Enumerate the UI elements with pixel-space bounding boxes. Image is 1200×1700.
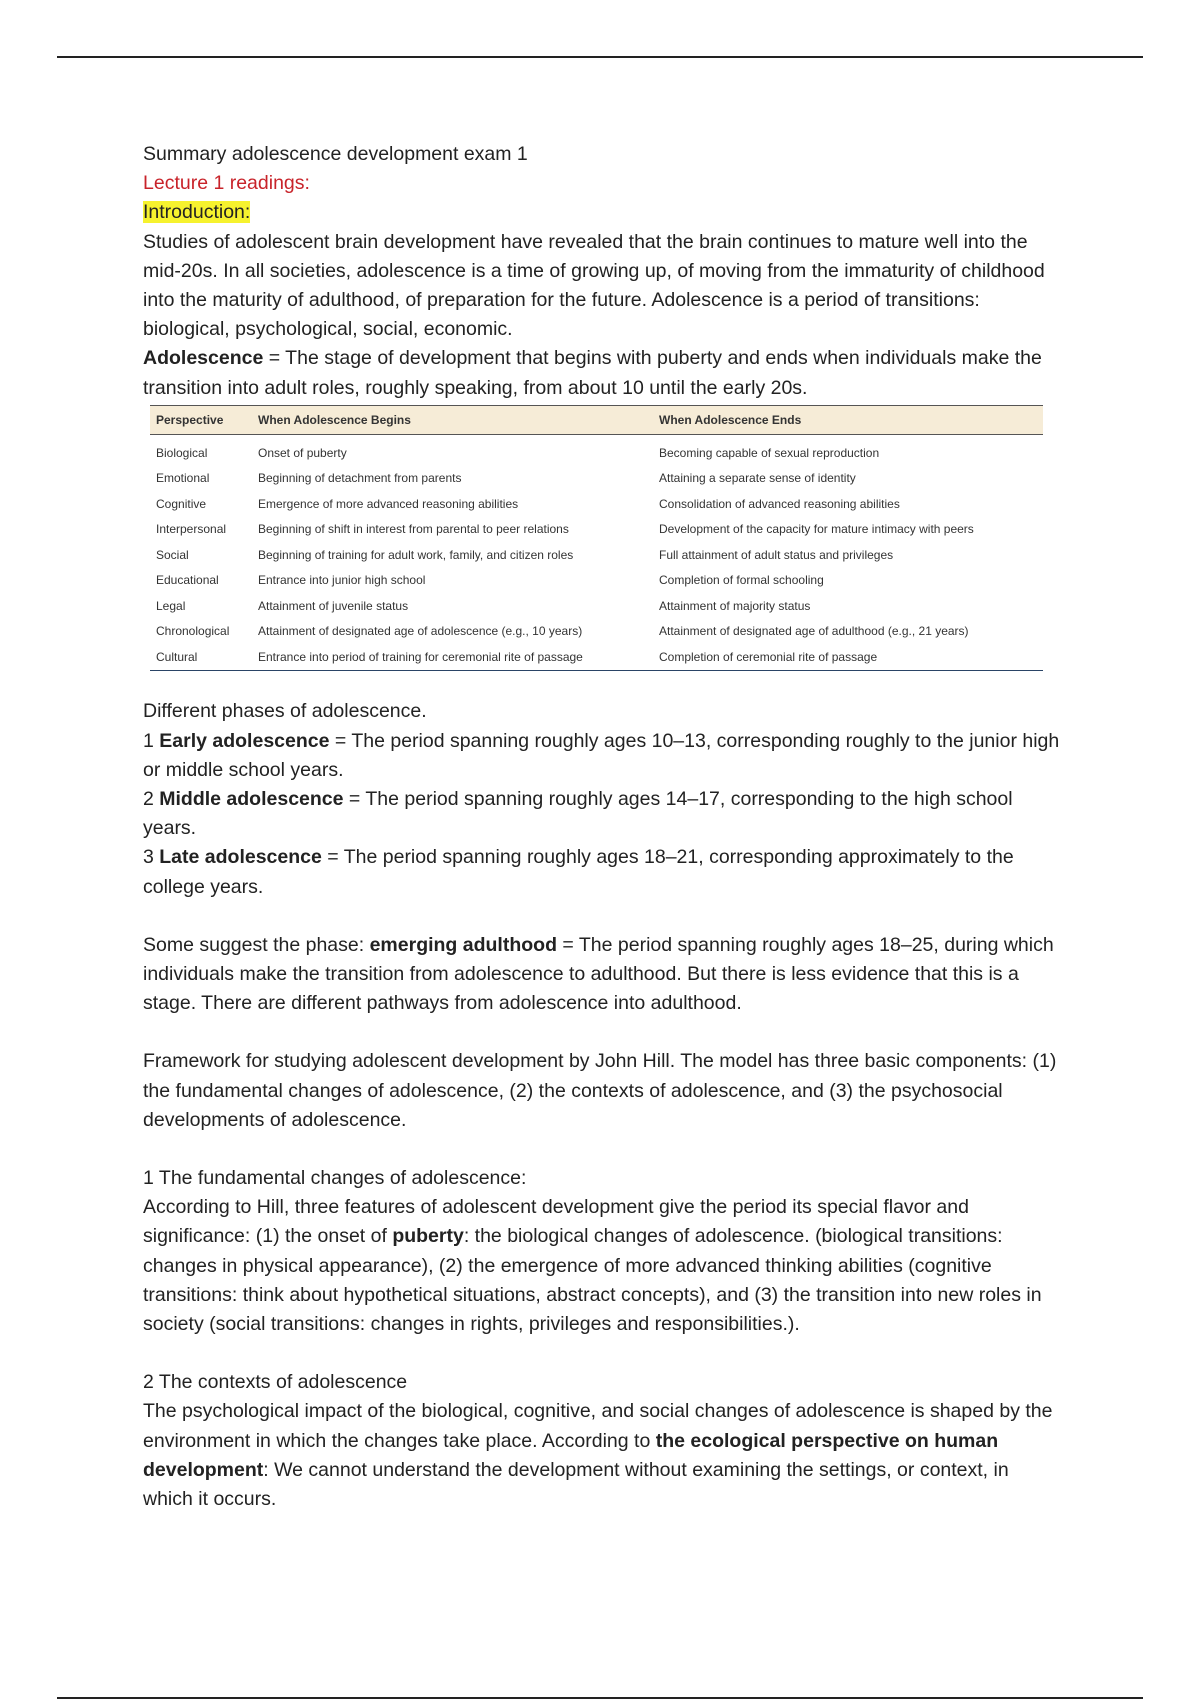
contexts-paragraph xyxy=(143,1397,1063,1514)
emerging-term: emerging adulthood xyxy=(369,933,557,956)
cell-ends: Attainment of majority status xyxy=(659,598,811,613)
cell-begins: Attainment of juvenile status xyxy=(258,598,409,613)
cell-ends: Attaining a separate sense of identity xyxy=(659,471,856,486)
adolescence-def: = The stage of development that begins with puberty and ends when individuals make the transition into adult roles, roughly speaking, from about 10 until the early 20s. xyxy=(143,347,1042,399)
phase-late-term: Late adolescence xyxy=(159,846,322,869)
document-body xyxy=(143,140,1063,1514)
table-row xyxy=(150,568,1043,594)
phase-early-num: 1 xyxy=(143,729,160,752)
cell-perspective: Biological xyxy=(156,445,208,460)
table-header-perspective: Perspective xyxy=(150,405,252,434)
cell-begins: Beginning of training for adult work, family, and citizen roles xyxy=(258,547,574,562)
fund-pre: According to Hill, three features of adolescent development give the period its special flavor and significance: (1) the onset of xyxy=(143,1196,969,1248)
table-row xyxy=(150,619,1043,645)
cell-ends: Completion of ceremonial rite of passage xyxy=(653,645,1043,671)
phase-middle-term: Middle adolescence xyxy=(159,787,344,810)
cell-ends: Development of the capacity for mature intimacy with peers xyxy=(659,522,974,537)
contexts-heading: 2 The contexts of adolescence xyxy=(143,1371,408,1394)
spacer xyxy=(143,1018,1063,1047)
fundamental-paragraph xyxy=(143,1193,1063,1339)
fund-term: puberty xyxy=(392,1225,464,1248)
phase-late xyxy=(143,843,1063,901)
cell-perspective: Chronological xyxy=(156,624,230,639)
intro-paragraph: Studies of adolescent brain development have revealed that the brain continues to mature well into the mid-20s. In all societies, adolescence is a time of growing up, of moving from the immaturity of childhood into the maturity of adulthood, of preparation for the future. Adolescence is a period of transitions: biological, psychological, social, economic. xyxy=(143,230,1045,341)
adolescence-perspectives-table xyxy=(150,405,1043,672)
cell-perspective: Cognitive xyxy=(156,496,207,511)
fundamental-heading: 1 The fundamental changes of adolescence: xyxy=(143,1166,527,1189)
intro-heading-line xyxy=(143,198,1063,227)
spacer xyxy=(143,1339,1063,1368)
table-row xyxy=(150,517,1043,543)
phase-late-num: 3 xyxy=(143,846,160,869)
cell-ends: Consolidation of advanced reasoning abilities xyxy=(659,496,900,511)
phase-early xyxy=(143,727,1063,785)
cell-perspective: Educational xyxy=(156,573,219,588)
contexts-post: : We cannot understand the development without examining the settings, or context, in which it occurs. xyxy=(143,1458,1009,1510)
cell-perspective: Emotional xyxy=(156,471,210,486)
adolescence-definition xyxy=(143,344,1063,402)
cell-begins: Beginning of shift in interest from parental to peer relations xyxy=(258,522,569,537)
table-header-begins: When Adolescence Begins xyxy=(252,405,653,434)
table-header-ends: When Adolescence Ends xyxy=(653,405,1043,434)
cell-ends: Becoming capable of sexual reproduction xyxy=(659,445,880,460)
cell-ends: Attainment of designated age of adulthood (e.g., 21 years) xyxy=(659,624,969,639)
contexts-term: the ecological perspective on human development xyxy=(143,1429,999,1481)
document-title: Summary adolescence development exam 1 xyxy=(143,143,528,165)
contexts-pre: The psychological impact of the biological, cognitive, and social changes of adolescence is shaped by the environment in which the changes take place. According to xyxy=(143,1400,1053,1452)
table-row xyxy=(150,492,1043,518)
fund-post: : the biological changes of adolescence. (biological transitions: changes in physical appearance), (2) the emergence of more advanced thinking abilities (cognitive transitions: think about hypothetical situations, abstract concepts), and (3) the transition into new roles in society (social transitions: changes in rights, privileges and responsibilities.). xyxy=(143,1225,1042,1335)
table-row xyxy=(150,434,1043,466)
cell-begins: Entrance into junior high school xyxy=(258,573,426,588)
phase-middle-num: 2 xyxy=(143,787,160,810)
emerging-def: = The period spanning roughly ages 18–25, during which individuals make the transition from adolescence to adulthood. But there is less evidence that this is a stage. There are different pathways from adolescence into adulthood. xyxy=(143,933,1054,1015)
table-row xyxy=(150,645,1043,671)
footer-rule xyxy=(57,1697,1143,1699)
cell-begins: Attainment of designated age of adolescence (e.g., 10 years) xyxy=(258,624,583,639)
cell-ends: Full attainment of adult status and privileges xyxy=(659,547,894,562)
lecture-heading: Lecture 1 readings: xyxy=(143,172,310,195)
emerging-pre: Some suggest the phase: xyxy=(143,933,370,956)
framework-paragraph: Framework for studying adolescent development by John Hill. The model has three basic components: (1) the fundamental changes of adolescence, (2) the contexts of adolescence, and (3) the psychosocial developments of adolescence. xyxy=(143,1050,1057,1131)
phases-intro: Different phases of adolescence. xyxy=(143,700,427,723)
cell-begins: Entrance into period of training for ceremonial rite of passage xyxy=(252,645,653,671)
table-body xyxy=(150,434,1043,671)
intro-heading: Introduction: xyxy=(143,201,251,224)
cell-perspective: Interpersonal xyxy=(156,522,227,537)
cell-perspective: Social xyxy=(156,547,189,562)
phase-early-term: Early adolescence xyxy=(159,729,330,752)
spacer xyxy=(143,1135,1063,1164)
emerging-adulthood-paragraph xyxy=(143,931,1063,1019)
cell-begins: Beginning of detachment from parents xyxy=(258,471,462,486)
table-row xyxy=(150,594,1043,620)
cell-perspective: Cultural xyxy=(150,645,252,671)
table-row xyxy=(150,466,1043,492)
adolescence-term: Adolescence xyxy=(143,347,264,370)
table-header-row xyxy=(150,405,1043,434)
phase-early-def: = The period spanning roughly ages 10–13, corresponding roughly to the junior high or middle school years. xyxy=(143,729,1060,781)
cell-ends: Completion of formal schooling xyxy=(659,573,824,588)
cell-perspective: Legal xyxy=(156,598,186,613)
phase-late-def: = The period spanning roughly ages 18–21, corresponding approximately to the college years. xyxy=(143,846,1014,898)
phase-middle-def: = The period spanning roughly ages 14–17, corresponding to the high school years. xyxy=(143,787,1013,840)
cell-begins: Emergence of more advanced reasoning abilities xyxy=(258,496,519,511)
table-row xyxy=(150,543,1043,569)
phase-middle xyxy=(143,785,1063,843)
spacer xyxy=(143,902,1063,931)
header-rule xyxy=(57,56,1143,58)
cell-begins: Onset of puberty xyxy=(258,445,347,460)
